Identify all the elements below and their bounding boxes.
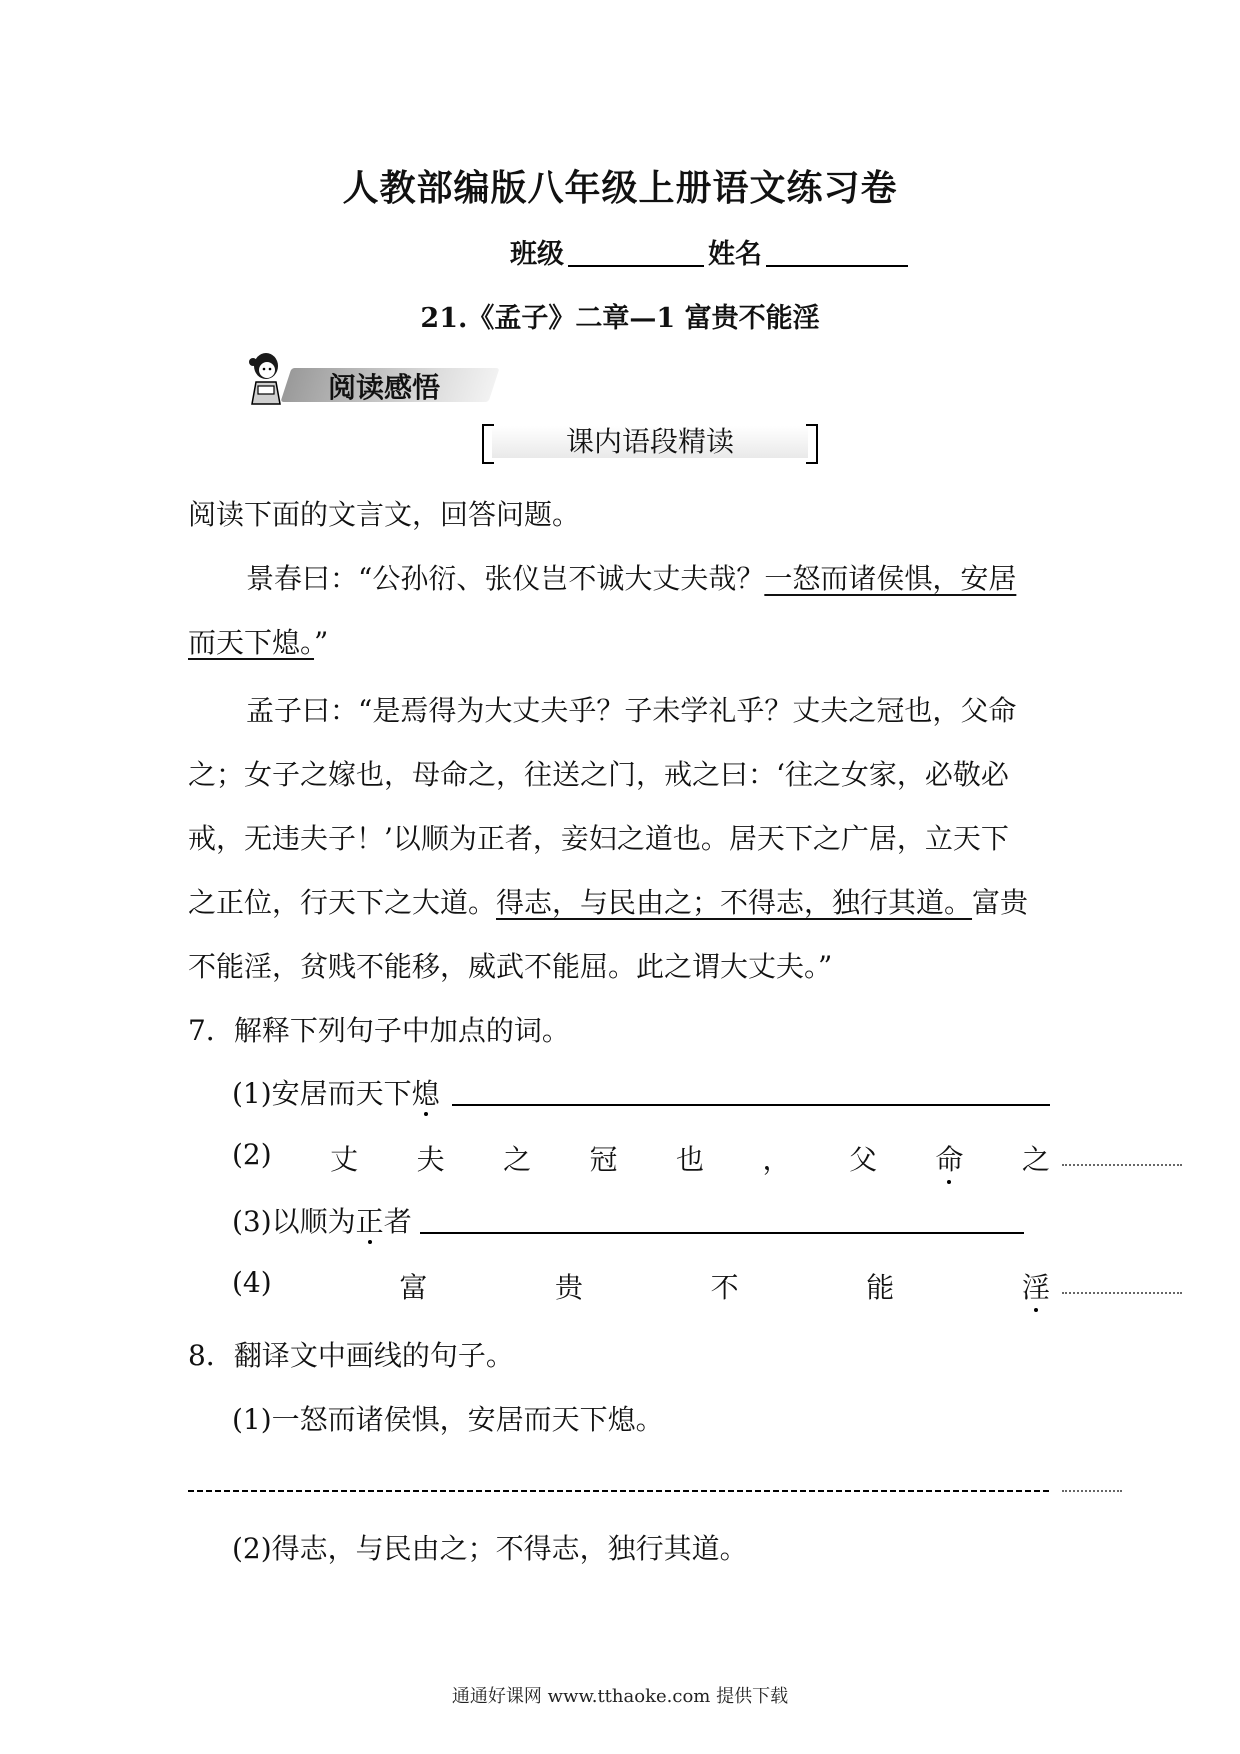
item-char: (4) — [232, 1266, 272, 1299]
class-blank[interactable] — [568, 265, 704, 267]
page-title: 人教部编版八年级上册语文练习卷 — [342, 168, 898, 209]
answer-line-8-1[interactable] — [188, 1490, 1050, 1492]
item-char: (2) — [232, 1138, 272, 1171]
instruction-text: 阅读下面的文言文，回答问题。 — [188, 498, 581, 531]
section-header-label: 阅读感悟 — [328, 371, 441, 404]
section-header — [242, 348, 504, 408]
dotted-word: 淫 — [1022, 1266, 1050, 1306]
lesson-subtitle: 21.《孟子》二章—1 富贵不能淫 — [420, 303, 820, 334]
underlined-sentence: 而天下熄。 — [188, 626, 315, 659]
item-char: 丈 — [330, 1143, 359, 1176]
question-7-item-1 — [232, 1072, 440, 1112]
item-char: 之 — [1021, 1143, 1050, 1176]
page-footer: 通通好课网 www.tthaoke.com 提供下载 — [451, 1686, 789, 1707]
answer-line-8-1-tail — [1062, 1490, 1122, 1492]
subsection-header — [482, 424, 818, 464]
item-char: 冠 — [589, 1143, 618, 1176]
question-7-item-4 — [232, 1266, 1050, 1306]
item-char: 贵 — [554, 1271, 583, 1304]
question-7-prompt: 7．解释下列句子中加点的词。 — [188, 1014, 570, 1047]
question-7-item-2 — [232, 1138, 1050, 1178]
passage-line-7: 不能淫，贫贱不能移，威武不能屈。此之谓大丈夫。” — [188, 950, 833, 983]
item-char: 能 — [866, 1271, 895, 1304]
item-char: 也 — [676, 1143, 705, 1176]
name-blank[interactable] — [766, 265, 908, 267]
answer-line-7-3[interactable] — [420, 1232, 1024, 1234]
question-7-item-3 — [232, 1200, 412, 1240]
question-8-prompt: 8．翻译文中画线的句子。 — [188, 1339, 514, 1372]
class-name-row — [510, 232, 912, 271]
answer-line-7-4[interactable] — [1062, 1292, 1182, 1294]
class-label: 班级 — [510, 239, 564, 270]
passage-line-6 — [188, 881, 1028, 921]
item-char: 富 — [399, 1271, 428, 1304]
passage-line-1 — [246, 557, 1016, 597]
subsection-label: 课内语段精读 — [565, 425, 734, 458]
underlined-sentence: 一怒而诸侯惧，安居 — [764, 562, 1017, 595]
passage-line-2 — [188, 621, 328, 661]
question-8-item-1: (1)一怒而诸侯惧，安居而天下熄。 — [232, 1403, 664, 1436]
girl-reading-icon — [242, 348, 302, 408]
passage-text: ” — [314, 626, 329, 659]
item-text: (1)安居而天下 — [232, 1077, 412, 1110]
passage-line-4: 之；女子之嫁也，母命之，往送之门，戒之曰：‘往之女家，必敬必 — [188, 758, 1009, 791]
item-char: ， — [762, 1143, 791, 1176]
dotted-word: 熄 — [411, 1077, 440, 1110]
answer-line-7-2[interactable] — [1062, 1164, 1182, 1166]
answer-line-7-1[interactable] — [452, 1104, 1050, 1106]
dotted-word: 命 — [935, 1138, 963, 1178]
item-char: 夫 — [416, 1143, 445, 1176]
passage-line-3: 孟子曰：“是焉得为大丈夫乎？子未学礼乎？丈夫之冠也，父命 — [246, 694, 1017, 727]
passage-text: 景春曰：“公孙衍、张仪岂不诚大丈夫哉？ — [246, 562, 765, 595]
passage-text: 之正位，行天下之大道。 — [188, 886, 497, 919]
underlined-sentence: 得志，与民由之；不得志，独行其道。 — [496, 886, 973, 919]
dotted-word: 正 — [355, 1205, 384, 1238]
question-8-item-2: (2)得志，与民由之；不得志，独行其道。 — [232, 1532, 748, 1565]
item-char: 父 — [848, 1143, 877, 1176]
passage-line-5: 戒，无违夫子！’以顺为正者，妾妇之道也。居天下之广居，立天下 — [188, 822, 1009, 855]
item-text: 者 — [383, 1205, 412, 1238]
name-label: 姓名 — [708, 239, 762, 270]
passage-text: 富贵 — [972, 886, 1029, 919]
item-char: 不 — [710, 1271, 739, 1304]
item-char: 之 — [503, 1143, 532, 1176]
bracket-right — [806, 424, 818, 464]
item-text: (3)以顺为 — [232, 1205, 356, 1238]
